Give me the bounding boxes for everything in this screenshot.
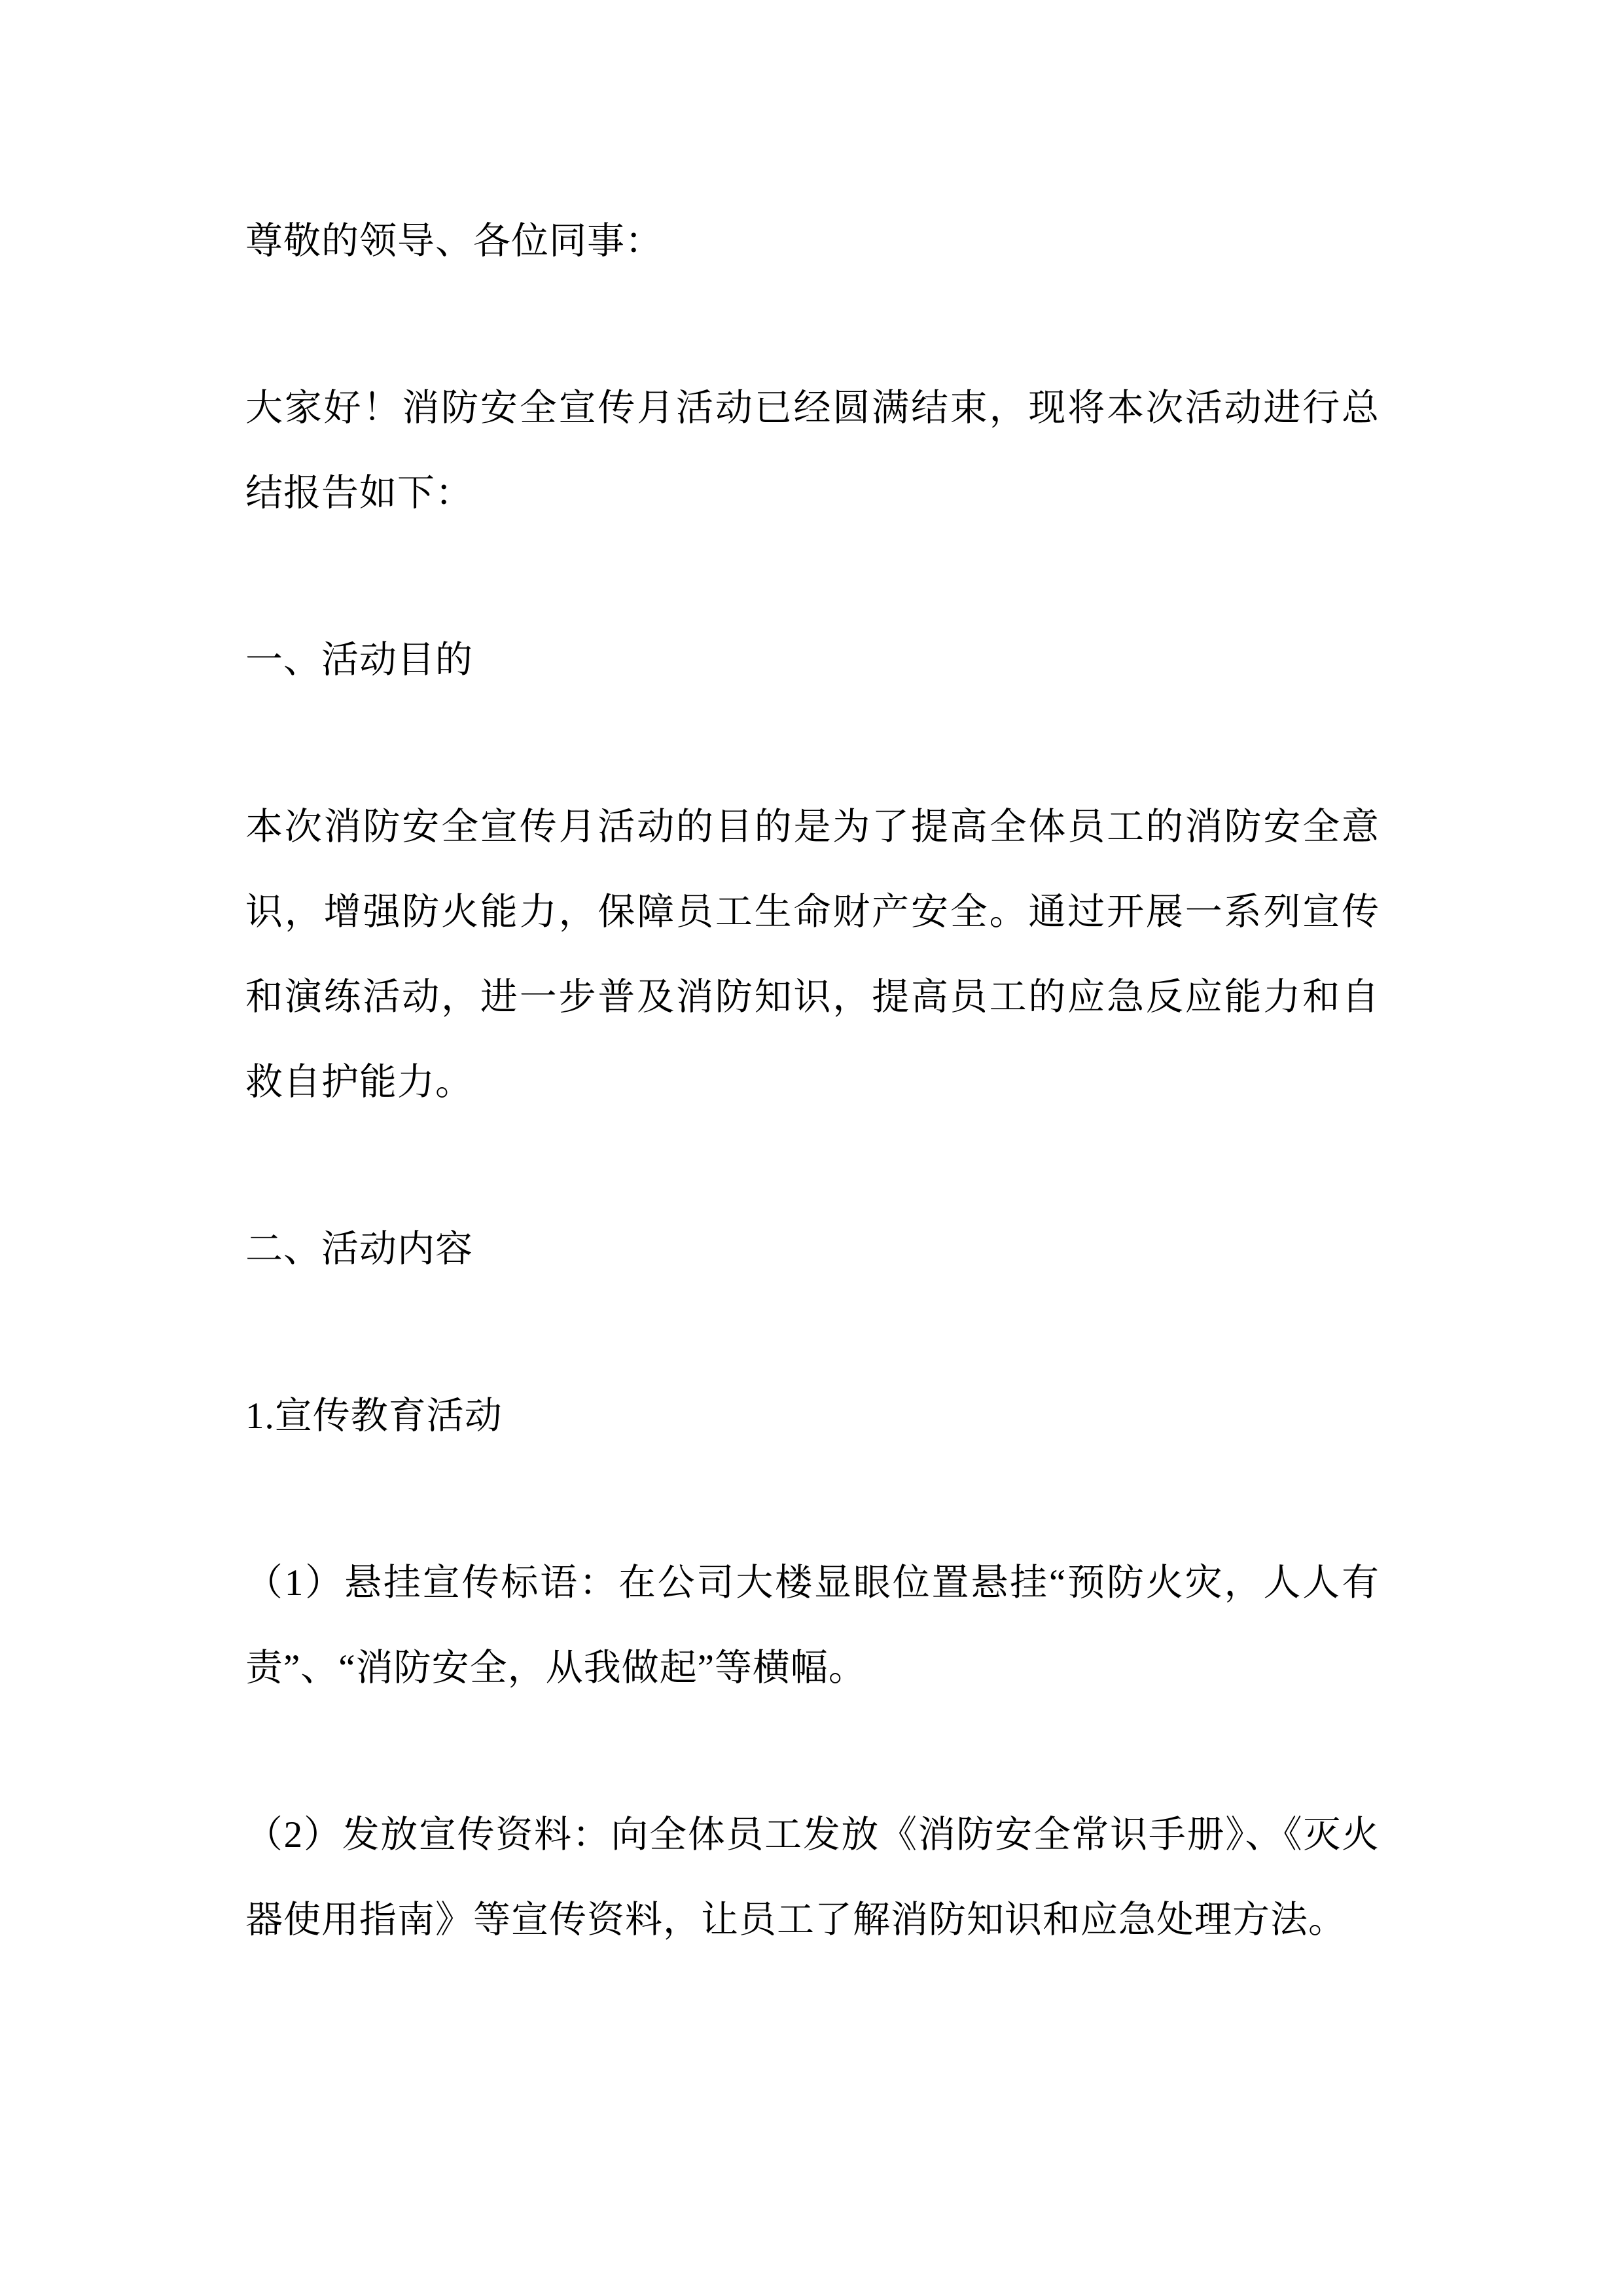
item-1-paragraph: （1）悬挂宣传标语：在公司大楼显眼位置悬挂“预防火灾，人人有责”、“消防安全，从我做起”等横幅。 [245, 1562, 1380, 1689]
section-1-heading: 一、活动目的 [245, 639, 473, 681]
salutation-paragraph: 尊敬的领导、各位同事： [245, 221, 663, 262]
opening-paragraph: 大家好！消防安全宣传月活动已经圆满结束，现将本次活动进行总结报告如下： [245, 387, 1380, 514]
subsection-1-heading: 1.宣传教育活动 [245, 1395, 503, 1437]
section-1-body-paragraph: 本次消防安全宣传月活动的目的是为了提高全体员工的消防安全意识，增强防火能力，保障员工生命财产安全。通过开展一系列宣传和演练活动，进一步普及消防知识，提高员工的应急反应能力和自救自护能力。 [245, 806, 1380, 1103]
section-2-heading: 二、活动内容 [245, 1229, 473, 1270]
item-2-paragraph: （2）发放宣传资料：向全体员工发放《消防安全常识手册》、《灭火器使用指南》等宣传资料，让员工了解消防知识和应急处理方法。 [245, 1814, 1380, 1941]
